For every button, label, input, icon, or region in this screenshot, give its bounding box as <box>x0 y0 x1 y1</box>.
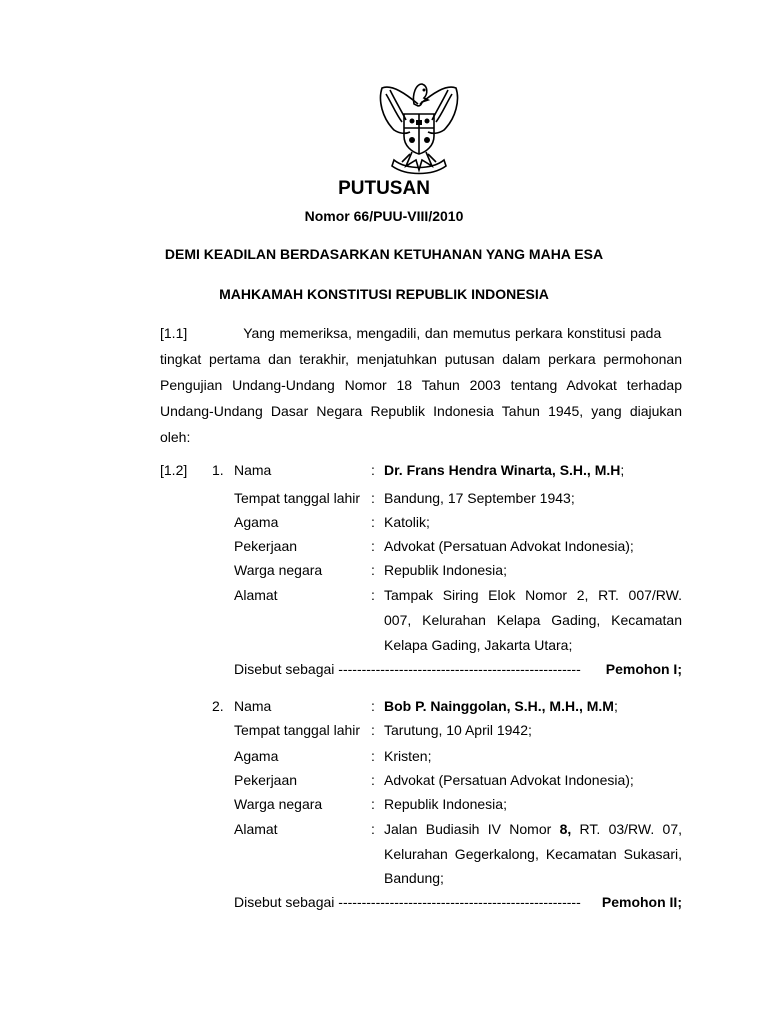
petitioner-index: 2. <box>212 698 224 714</box>
label-agama: Agama <box>234 748 279 764</box>
label-warga-negara: Warga negara <box>234 562 323 578</box>
value-alamat-line: Kelapa Gading, Jakarta Utara; <box>384 637 573 653</box>
paragraph-line: tingkat pertama dan terakhir, menjatuhkan putusan dalam perkara permohonan <box>160 351 682 367</box>
paragraph-number: [1.2] <box>160 462 188 478</box>
value-alamat-line: Bandung; <box>384 870 444 886</box>
colon: : <box>371 796 375 812</box>
label-nama: Nama <box>234 698 272 714</box>
label-alamat: Alamat <box>234 587 278 603</box>
label-ttl: Tempat tanggal lahir <box>234 490 361 506</box>
paragraph-line: Pengujian Undang-Undang Nomor 18 Tahun 2003 tentang Advokat terhadap <box>160 377 682 393</box>
colon: : <box>371 698 375 714</box>
paragraph-line: [1.1] Yang memeriksa, mengadili, dan memutus perkara konstitusi pada <box>160 325 662 341</box>
value-pekerjaan: Advokat (Persatuan Advokat Indonesia); <box>384 538 634 554</box>
petitioner-index: 1. <box>212 462 224 478</box>
label-pekerjaan: Pekerjaan <box>234 538 298 554</box>
label-pekerjaan: Pekerjaan <box>234 772 298 788</box>
colon: : <box>371 722 375 738</box>
value-alamat-line: 007, Kelurahan Kelapa Gading, Kecamatan <box>384 612 682 628</box>
garuda-emblem-icon <box>372 74 466 178</box>
colon: : <box>371 462 375 478</box>
value-alamat-line: Tampak Siring Elok Nomor 2, RT. 007/RW. <box>384 587 682 603</box>
value-pekerjaan: Advokat (Persatuan Advokat Indonesia); <box>384 772 634 788</box>
document-title: PUTUSAN <box>338 178 430 199</box>
label-alamat: Alamat <box>234 821 278 837</box>
value-alamat-line: Kelurahan Gegerkalong, Kecamatan Sukasari, <box>384 846 682 862</box>
value-ttl: Bandung, 17 September 1943; <box>384 490 575 506</box>
document-number: Nomor 66/PUU-VIII/2010 <box>304 208 464 224</box>
disebut-sebagai: Disebut sebagai ---------------------------------------------------- Pemohon I; <box>234 657 682 681</box>
value-alamat-line: Jalan Budiasih IV Nomor 8, RT. 03/RW. 07, <box>384 821 682 837</box>
colon: : <box>371 748 375 764</box>
court-name: MAHKAMAH KONSTITUSI REPUBLIK INDONESIA <box>219 286 549 302</box>
paragraph-line: oleh: <box>160 429 191 445</box>
value-warga-negara: Republik Indonesia; <box>384 562 507 578</box>
label-ttl: Tempat tanggal lahir <box>234 722 361 738</box>
colon: : <box>371 538 375 554</box>
colon: : <box>371 514 375 530</box>
disebut-sebagai: Disebut sebagai ---------------------------------------------------- Pemohon II; <box>234 890 682 914</box>
colon: : <box>371 587 375 603</box>
paragraph-number: [1.1] <box>160 325 188 341</box>
value-ttl: Tarutung, 10 April 1942; <box>384 722 532 738</box>
value-agama: Katolik; <box>384 514 430 530</box>
label-agama: Agama <box>234 514 279 530</box>
value-warga-negara: Republik Indonesia; <box>384 796 507 812</box>
value-nama: Bob P. Nainggolan, S.H., M.H., M.M; <box>384 698 618 714</box>
petitioner-role: Pemohon I; <box>605 661 682 677</box>
colon: : <box>371 821 375 837</box>
colon: : <box>371 772 375 788</box>
petitioner-role: Pemohon II; <box>601 894 682 910</box>
value-nama: Dr. Frans Hendra Winarta, S.H., M.H; <box>384 462 625 478</box>
label-warga-negara: Warga negara <box>234 796 323 812</box>
colon: : <box>371 490 375 506</box>
value-agama: Kristen; <box>384 748 432 764</box>
colon: : <box>371 562 375 578</box>
paragraph-1-1 <box>160 320 682 450</box>
label-nama: Nama <box>234 462 272 478</box>
document-oath: DEMI KEADILAN BERDASARKAN KETUHANAN YANG MAHA ESA <box>164 246 604 262</box>
paragraph-line: Undang-Undang Dasar Negara Republik Indonesia Tahun 1945, yang diajukan <box>160 403 682 419</box>
